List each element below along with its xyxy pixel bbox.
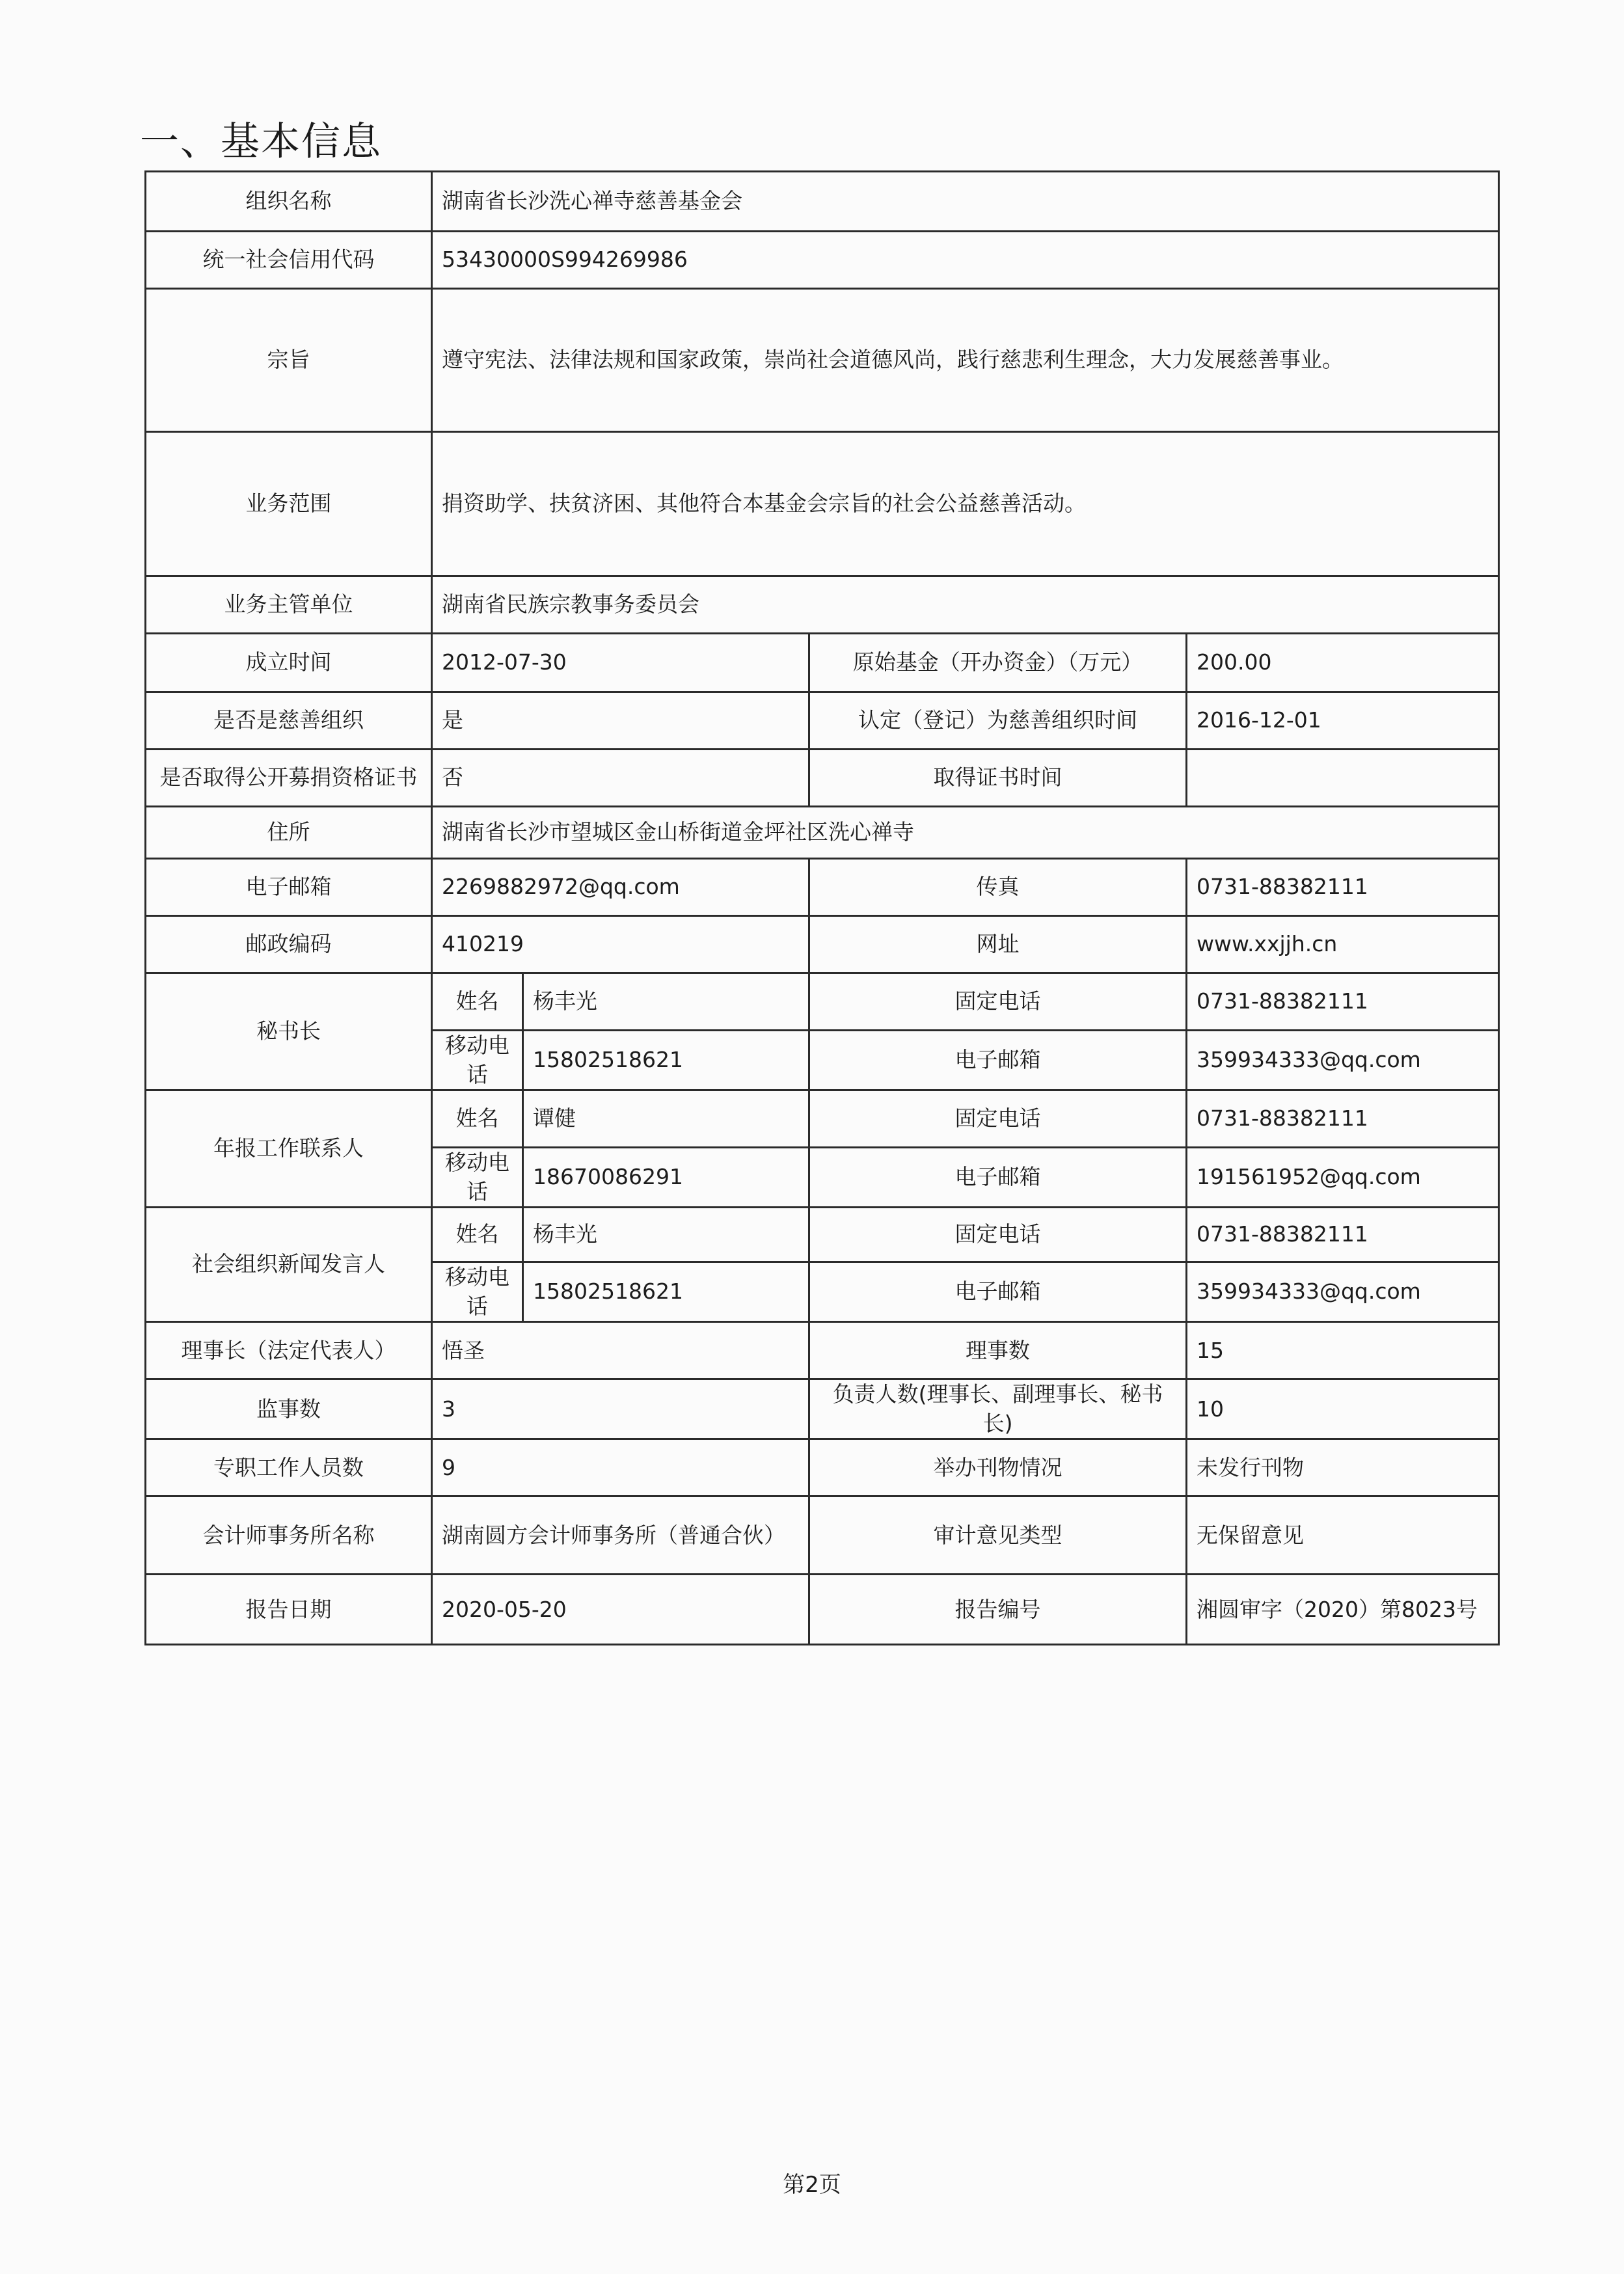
secretary-mobile-label: 移动电话 [432, 1031, 523, 1090]
credit-code-value: 53430000S994269986 [432, 232, 1499, 289]
table-row [146, 576, 1499, 634]
charity-date-value: 2016-12-01 [1187, 692, 1499, 750]
secretary-phone-value: 0731-88382111 [1187, 973, 1499, 1031]
initial-fund-label: 原始基金（开办资金）（万元） [809, 634, 1187, 692]
secretary-name-value: 杨丰光 [523, 973, 809, 1031]
leaders-count-label: 负责人数(理事长、副理事长、秘书长) [809, 1379, 1187, 1439]
accounting-firm-label: 会计师事务所名称 [146, 1496, 432, 1575]
report-contact-email-value: 191561952@qq.com [1187, 1148, 1499, 1208]
staff-label: 专职工作人员数 [146, 1439, 432, 1496]
table-row [146, 1496, 1499, 1575]
org-name-label: 组织名称 [146, 172, 432, 232]
certificate-date-value [1187, 750, 1499, 807]
org-name-value: 湖南省长沙洗心禅寺慈善基金会 [432, 172, 1499, 232]
table-row [146, 1208, 1499, 1262]
fax-label: 传真 [809, 859, 1187, 916]
table-row [146, 859, 1499, 916]
spokesperson-label: 社会组织新闻发言人 [146, 1208, 432, 1322]
table-row [146, 289, 1499, 432]
report-number-label: 报告编号 [809, 1575, 1187, 1645]
secretary-name-label: 姓名 [432, 973, 523, 1031]
address-value: 湖南省长沙市望城区金山桥街道金坪社区洗心禅寺 [432, 807, 1499, 859]
table-row [146, 916, 1499, 973]
basic-info-table [144, 170, 1500, 1645]
spokesperson-name-label: 姓名 [432, 1208, 523, 1262]
publications-value: 未发行刊物 [1187, 1439, 1499, 1496]
page-number: 第2页 [783, 2172, 841, 2198]
table-row [146, 692, 1499, 750]
fundraising-label: 是否取得公开募捐资格证书 [146, 750, 432, 807]
supervisor-label: 业务主管单位 [146, 576, 432, 634]
table-row [146, 432, 1499, 576]
table-row [146, 172, 1499, 232]
report-contact-phone-label: 固定电话 [809, 1090, 1187, 1148]
table-row [146, 807, 1499, 859]
postcode-value: 410219 [432, 916, 809, 973]
report-contact-label: 年报工作联系人 [146, 1090, 432, 1208]
directors-count-value: 15 [1187, 1322, 1499, 1379]
staff-value: 9 [432, 1439, 809, 1496]
table-row [146, 232, 1499, 289]
spokesperson-mobile-value: 15802518621 [523, 1262, 809, 1322]
spokesperson-phone-label: 固定电话 [809, 1208, 1187, 1262]
certificate-date-label: 取得证书时间 [809, 750, 1187, 807]
supervisor-value: 湖南省民族宗教事务委员会 [432, 576, 1499, 634]
directors-count-label: 理事数 [809, 1322, 1187, 1379]
business-scope-label: 业务范围 [146, 432, 432, 576]
report-contact-email-label: 电子邮箱 [809, 1148, 1187, 1208]
report-contact-mobile-value: 18670086291 [523, 1148, 809, 1208]
table-row [146, 1322, 1499, 1379]
business-scope-value: 捐资助学、扶贫济困、其他符合本基金会宗旨的社会公益慈善活动。 [432, 432, 1499, 576]
accounting-firm-value: 湖南圆方会计师事务所（普通合伙） [432, 1496, 809, 1575]
publications-label: 举办刊物情况 [809, 1439, 1187, 1496]
spokesperson-name-value: 杨丰光 [523, 1208, 809, 1262]
report-date-label: 报告日期 [146, 1575, 432, 1645]
report-number-value: 湘圆审字（2020）第8023号 [1187, 1575, 1499, 1645]
table-row [146, 634, 1499, 692]
spokesperson-mobile-label: 移动电话 [432, 1262, 523, 1322]
secretary-email-value: 359934333@qq.com [1187, 1031, 1499, 1090]
audit-opinion-label: 审计意见类型 [809, 1496, 1187, 1575]
secretary-general-label: 秘书长 [146, 973, 432, 1090]
postcode-label: 邮政编码 [146, 916, 432, 973]
supervisors-label: 监事数 [146, 1379, 432, 1439]
charity-value: 是 [432, 692, 809, 750]
secretary-phone-label: 固定电话 [809, 973, 1187, 1031]
founded-label: 成立时间 [146, 634, 432, 692]
table-row [146, 1439, 1499, 1496]
audit-opinion-value: 无保留意见 [1187, 1496, 1499, 1575]
initial-fund-value: 200.00 [1187, 634, 1499, 692]
chairman-label: 理事长（法定代表人） [146, 1322, 432, 1379]
report-contact-name-value: 谭健 [523, 1090, 809, 1148]
report-contact-phone-value: 0731-88382111 [1187, 1090, 1499, 1148]
supervisors-value: 3 [432, 1379, 809, 1439]
table-row [146, 750, 1499, 807]
spokesperson-phone-value: 0731-88382111 [1187, 1208, 1499, 1262]
purpose-label: 宗旨 [146, 289, 432, 432]
email-value: 2269882972@qq.com [432, 859, 809, 916]
report-contact-mobile-label: 移动电话 [432, 1148, 523, 1208]
website-label: 网址 [809, 916, 1187, 973]
address-label: 住所 [146, 807, 432, 859]
table-row [146, 973, 1499, 1031]
chairman-value: 悟圣 [432, 1322, 809, 1379]
table-row [146, 1379, 1499, 1439]
report-contact-name-label: 姓名 [432, 1090, 523, 1148]
table-row [146, 1575, 1499, 1645]
table-row [146, 1090, 1499, 1148]
charity-label: 是否是慈善组织 [146, 692, 432, 750]
purpose-value: 遵守宪法、法律法规和国家政策，崇尚社会道德风尚，践行慈悲利生理念，大力发展慈善事业。 [432, 289, 1499, 432]
section-title: 一、基本信息 [140, 119, 382, 165]
charity-date-label: 认定（登记）为慈善组织时间 [809, 692, 1187, 750]
email-label: 电子邮箱 [146, 859, 432, 916]
founded-value: 2012-07-30 [432, 634, 809, 692]
secretary-mobile-value: 15802518621 [523, 1031, 809, 1090]
spokesperson-email-label: 电子邮箱 [809, 1262, 1187, 1322]
credit-code-label: 统一社会信用代码 [146, 232, 432, 289]
report-date-value: 2020-05-20 [432, 1575, 809, 1645]
website-value: www.xxjjh.cn [1187, 916, 1499, 973]
leaders-count-value: 10 [1187, 1379, 1499, 1439]
fax-value: 0731-88382111 [1187, 859, 1499, 916]
fundraising-value: 否 [432, 750, 809, 807]
secretary-email-label: 电子邮箱 [809, 1031, 1187, 1090]
spokesperson-email-value: 359934333@qq.com [1187, 1262, 1499, 1322]
